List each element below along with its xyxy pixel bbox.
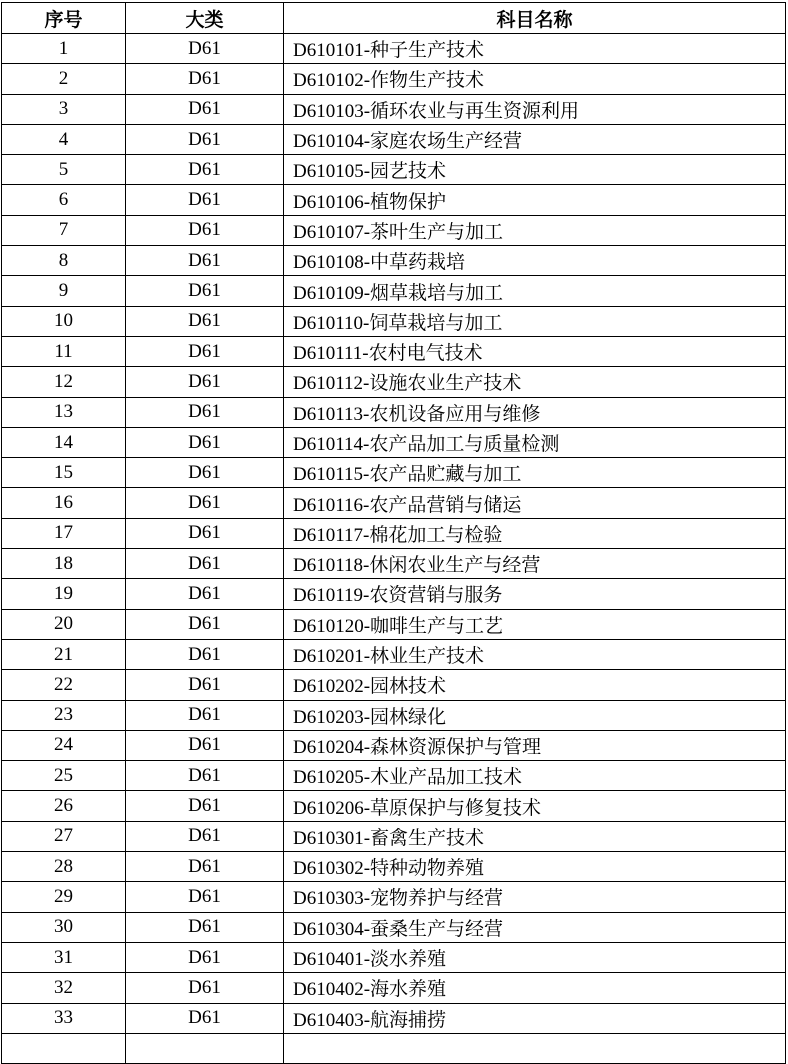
table-row	[2, 367, 786, 397]
cell-subject-name: D610109-烟草栽培与加工	[284, 276, 786, 306]
cell-category: D61	[126, 276, 284, 306]
cell-serial-number: 17	[2, 518, 126, 548]
cell-subject-name: D610202-园林技术	[284, 670, 786, 700]
cell-category: D61	[126, 336, 284, 366]
cell-subject-name: D610103-循环农业与再生资源利用	[284, 94, 786, 124]
cell-subject-name: D610117-棉花加工与检验	[284, 518, 786, 548]
header-row	[2, 3, 786, 34]
cell-subject-name: D610303-宠物养护与经营	[284, 882, 786, 912]
cell-category: D61	[126, 942, 284, 972]
table-row	[2, 882, 786, 912]
cell-serial-number: 20	[2, 609, 126, 639]
table-row	[2, 730, 786, 760]
cell-category: D61	[126, 94, 284, 124]
table-row	[2, 64, 786, 94]
cell-category: D61	[126, 215, 284, 245]
table-row	[2, 791, 786, 821]
cell-category: D61	[126, 397, 284, 427]
cell-subject-name: D610402-海水养殖	[284, 973, 786, 1003]
cell-category: D61	[126, 488, 284, 518]
cell-category: D61	[126, 518, 284, 548]
cell-category: D61	[126, 973, 284, 1003]
table-row	[2, 1003, 786, 1033]
cell-subject-name: D610205-木业产品加工技术	[284, 761, 786, 791]
cell-category: D61	[126, 155, 284, 185]
cell-category: D61	[126, 34, 284, 64]
cell-subject-name: D610403-航海捕捞	[284, 1003, 786, 1033]
cell-category: D61	[126, 609, 284, 639]
cell-category: D61	[126, 64, 284, 94]
cell-category	[126, 1033, 284, 1063]
cell-serial-number: 29	[2, 882, 126, 912]
cell-subject-name: D610101-种子生产技术	[284, 34, 786, 64]
table-row	[2, 639, 786, 669]
table-row	[2, 246, 786, 276]
header-serial-number: 序号	[2, 3, 126, 34]
table-row	[2, 912, 786, 942]
cell-category: D61	[126, 579, 284, 609]
table-body	[2, 34, 786, 1064]
cell-category: D61	[126, 246, 284, 276]
table-row	[2, 1033, 786, 1063]
cell-serial-number: 16	[2, 488, 126, 518]
cell-subject-name: D610201-林业生产技术	[284, 639, 786, 669]
cell-serial-number: 1	[2, 34, 126, 64]
cell-category: D61	[126, 882, 284, 912]
cell-category: D61	[126, 549, 284, 579]
cell-category: D61	[126, 730, 284, 760]
header-subject-name: 科目名称	[284, 3, 786, 34]
table-row	[2, 852, 786, 882]
cell-category: D61	[126, 912, 284, 942]
cell-serial-number: 28	[2, 852, 126, 882]
cell-serial-number: 23	[2, 700, 126, 730]
table-row	[2, 336, 786, 366]
cell-subject-name: D610105-园艺技术	[284, 155, 786, 185]
cell-category: D61	[126, 670, 284, 700]
cell-serial-number: 18	[2, 549, 126, 579]
cell-serial-number: 33	[2, 1003, 126, 1033]
cell-subject-name: D610204-森林资源保护与管理	[284, 730, 786, 760]
table-row	[2, 124, 786, 154]
cell-subject-name: D610120-咖啡生产与工艺	[284, 609, 786, 639]
cell-serial-number: 14	[2, 427, 126, 457]
cell-category: D61	[126, 124, 284, 154]
table-row	[2, 700, 786, 730]
cell-category: D61	[126, 185, 284, 215]
cell-subject-name: D610113-农机设备应用与维修	[284, 397, 786, 427]
cell-category: D61	[126, 761, 284, 791]
cell-serial-number: 12	[2, 367, 126, 397]
cell-serial-number: 8	[2, 246, 126, 276]
cell-subject-name: D610106-植物保护	[284, 185, 786, 215]
table-row	[2, 427, 786, 457]
table-row	[2, 821, 786, 851]
table-row	[2, 973, 786, 1003]
cell-subject-name: D610302-特种动物养殖	[284, 852, 786, 882]
cell-subject-name: D610114-农产品加工与质量检测	[284, 427, 786, 457]
table-row	[2, 761, 786, 791]
cell-serial-number: 30	[2, 912, 126, 942]
cell-category: D61	[126, 639, 284, 669]
cell-serial-number: 3	[2, 94, 126, 124]
cell-subject-name	[284, 1033, 786, 1063]
cell-subject-name: D610304-蚕桑生产与经营	[284, 912, 786, 942]
cell-subject-name: D610115-农产品贮藏与加工	[284, 458, 786, 488]
table-row	[2, 579, 786, 609]
cell-subject-name: D610110-饲草栽培与加工	[284, 306, 786, 336]
table-row	[2, 942, 786, 972]
table-row	[2, 215, 786, 245]
cell-subject-name: D610108-中草药栽培	[284, 246, 786, 276]
cell-category: D61	[126, 306, 284, 336]
cell-serial-number: 2	[2, 64, 126, 94]
table-row	[2, 488, 786, 518]
cell-category: D61	[126, 700, 284, 730]
table-row	[2, 670, 786, 700]
cell-serial-number: 27	[2, 821, 126, 851]
cell-serial-number: 11	[2, 336, 126, 366]
subject-table	[1, 2, 786, 1064]
table-row	[2, 609, 786, 639]
cell-category: D61	[126, 427, 284, 457]
cell-category: D61	[126, 821, 284, 851]
cell-serial-number: 13	[2, 397, 126, 427]
table-row	[2, 155, 786, 185]
cell-serial-number: 5	[2, 155, 126, 185]
cell-subject-name: D610401-淡水养殖	[284, 942, 786, 972]
cell-serial-number: 19	[2, 579, 126, 609]
cell-category: D61	[126, 852, 284, 882]
cell-serial-number: 21	[2, 639, 126, 669]
cell-subject-name: D610104-家庭农场生产经营	[284, 124, 786, 154]
table-row	[2, 94, 786, 124]
cell-subject-name: D610112-设施农业生产技术	[284, 367, 786, 397]
cell-serial-number: 10	[2, 306, 126, 336]
cell-serial-number: 26	[2, 791, 126, 821]
cell-category: D61	[126, 367, 284, 397]
table-row	[2, 518, 786, 548]
cell-serial-number: 4	[2, 124, 126, 154]
cell-subject-name: D610102-作物生产技术	[284, 64, 786, 94]
table-row	[2, 549, 786, 579]
cell-subject-name: D610111-农村电气技术	[284, 336, 786, 366]
header-category: 大类	[126, 3, 284, 34]
cell-serial-number: 32	[2, 973, 126, 1003]
table-row	[2, 185, 786, 215]
cell-category: D61	[126, 791, 284, 821]
cell-subject-name: D610107-茶叶生产与加工	[284, 215, 786, 245]
cell-serial-number: 31	[2, 942, 126, 972]
cell-subject-name: D610119-农资营销与服务	[284, 579, 786, 609]
table-row	[2, 34, 786, 64]
cell-serial-number: 7	[2, 215, 126, 245]
cell-subject-name: D610203-园林绿化	[284, 700, 786, 730]
table-row	[2, 276, 786, 306]
table-header	[2, 3, 786, 34]
cell-serial-number	[2, 1033, 126, 1063]
cell-subject-name: D610301-畜禽生产技术	[284, 821, 786, 851]
cell-serial-number: 24	[2, 730, 126, 760]
table-row	[2, 306, 786, 336]
cell-serial-number: 22	[2, 670, 126, 700]
cell-subject-name: D610118-休闲农业生产与经营	[284, 549, 786, 579]
cell-serial-number: 9	[2, 276, 126, 306]
cell-category: D61	[126, 458, 284, 488]
cell-serial-number: 6	[2, 185, 126, 215]
cell-subject-name: D610116-农产品营销与储运	[284, 488, 786, 518]
table-row	[2, 458, 786, 488]
table-row	[2, 397, 786, 427]
cell-serial-number: 25	[2, 761, 126, 791]
cell-subject-name: D610206-草原保护与修复技术	[284, 791, 786, 821]
subject-table-container	[0, 2, 788, 1064]
cell-category: D61	[126, 1003, 284, 1033]
cell-serial-number: 15	[2, 458, 126, 488]
